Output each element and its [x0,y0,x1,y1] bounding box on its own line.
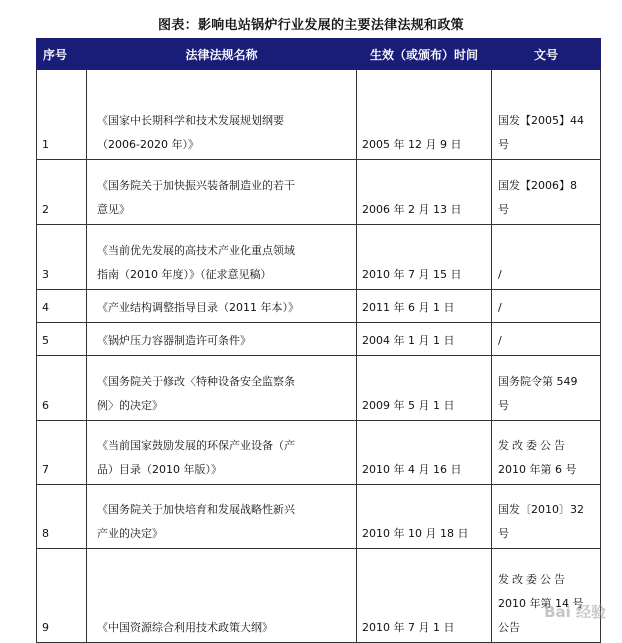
row-number: 2 [37,160,87,225]
row-number: 3 [37,225,87,290]
row-number: 8 [37,485,87,549]
regulation-name: 《国务院关于加快培育和发展战略性新兴 产业的决定》 [87,485,357,549]
regulation-name: 《国务院关于修改〈特种设备安全监察条 例〉的决定》 [87,356,357,421]
regulation-name: 《锅炉压力容器制造许可条件》 [87,323,357,356]
table-row [37,323,601,356]
table-row [37,290,601,323]
effective-date: 2011 年 6 月 1 日 [357,290,492,323]
document-number: 国发〔2010〕32 号 [492,485,601,549]
effective-date: 2005 年 12 月 9 日 [357,70,492,160]
row-number: 4 [37,290,87,323]
table-row [37,356,601,421]
effective-date: 2010 年 7 月 15 日 [357,225,492,290]
document-number: / [492,323,601,356]
header-doc: 文号 [492,39,601,70]
header-name: 法律法规名称 [87,39,357,70]
row-number: 7 [37,421,87,485]
regulation-name: 《国家中长期科学和技术发展规划纲要 （2006-2020 年）》 [87,70,357,160]
effective-date: 2010 年 10 月 18 日 [357,485,492,549]
row-number: 6 [37,356,87,421]
table-row [37,70,601,160]
document-number: 国务院令第 549 号 [492,356,601,421]
watermark-logo: Bai 经验 [544,603,606,621]
document-number: 国发【2006】8 号 [492,160,601,225]
document-number: / [492,225,601,290]
row-number: 9 [37,549,87,643]
document-number: 发改委公告 2010 年第 14 号 公告 [492,549,601,643]
table-title: 图表：影响电站锅炉行业发展的主要法律法规和政策 [158,18,464,33]
document-number: 发改委公告 2010 年第 6 号 [492,421,601,485]
effective-date: 2009 年 5 月 1 日 [357,356,492,421]
effective-date: 2010 年 4 月 16 日 [357,421,492,485]
regulation-name: 《产业结构调整指导目录（2011 年本）》 [87,290,357,323]
regulations-table [36,38,601,643]
table-row [37,485,601,549]
table-row [37,225,601,290]
table-row [37,421,601,485]
row-number: 1 [37,70,87,160]
table-row [37,549,601,643]
document-number: / [492,290,601,323]
regulation-name: 《当前优先发展的高技术产业化重点领域 指南（2010 年度）》（征求意见稿） [87,225,357,290]
regulation-name: 《当前国家鼓励发展的环保产业设备（产 品）目录（2010 年版）》 [87,421,357,485]
effective-date: 2004 年 1 月 1 日 [357,323,492,356]
regulation-name: 《国务院关于加快振兴装备制造业的若干 意见》 [87,160,357,225]
effective-date: 2010 年 7 月 1 日 [357,549,492,643]
header-row [37,39,601,70]
header-no: 序号 [37,39,87,70]
document-number: 国发【2005】44 号 [492,70,601,160]
header-date: 生效（或颁布）时间 [357,39,492,70]
regulation-name: 《中国资源综合利用技术政策大纲》 [87,549,357,643]
table-row [37,160,601,225]
row-number: 5 [37,323,87,356]
effective-date: 2006 年 2 月 13 日 [357,160,492,225]
